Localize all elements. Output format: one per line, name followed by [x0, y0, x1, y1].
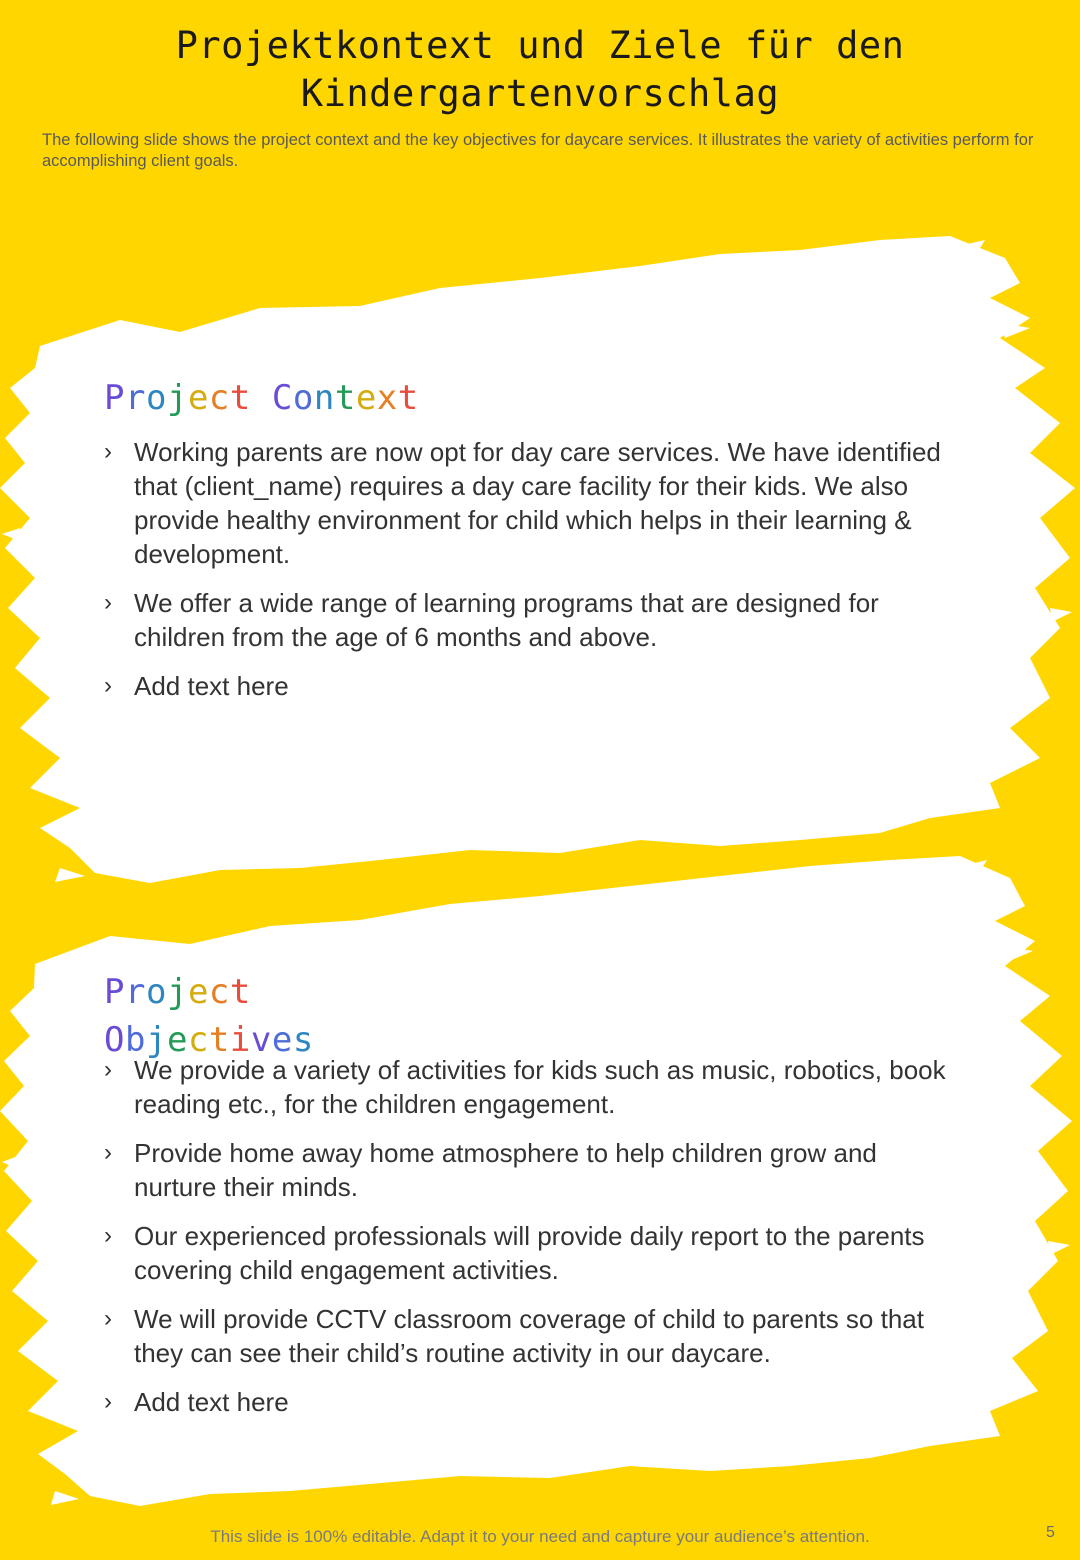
heading-letter: e [271, 1020, 293, 1060]
heading-letter: o [145, 378, 167, 418]
heading-letter: t [229, 972, 251, 1012]
heading-letter: o [145, 972, 167, 1012]
objectives-bullet-text: We provide a variety of activities for kids such as music, robotics, book reading etc., for the children engagement. [134, 1055, 946, 1119]
heading-letter: c [208, 378, 230, 418]
chevron-right-icon: › [104, 1305, 112, 1332]
list-item [104, 1302, 954, 1370]
heading-letter: i [229, 1020, 251, 1060]
heading-letter: e [187, 972, 209, 1012]
heading-letter: c [208, 972, 230, 1012]
objectives-bullet-text: We will provide CCTV classroom coverage of child to parents so that they can see their child’s routine activity in our daycare. [134, 1304, 924, 1368]
heading-letter: v [250, 1020, 272, 1060]
heading-letter: j [166, 378, 188, 418]
heading-letter: e [166, 1020, 188, 1060]
heading-letter: e [187, 378, 209, 418]
heading-letter [251, 378, 272, 418]
slide-title-line-2: Kindergartenvorschlag [300, 72, 780, 115]
heading-letter: t [334, 378, 356, 418]
heading-letter: e [355, 378, 377, 418]
list-item [104, 1136, 954, 1204]
heading-letter: n [313, 378, 335, 418]
slide-title [0, 22, 1080, 118]
footer-note: This slide is 100% editable. Adapt it to your need and capture your audience’s attention. [210, 1527, 870, 1546]
chevron-right-icon: › [104, 1388, 112, 1415]
heading-letter: t [229, 378, 251, 418]
heading-letter: C [271, 378, 293, 418]
heading-letter: c [187, 1020, 209, 1060]
heading-letter: s [292, 1020, 314, 1060]
heading-letter: j [166, 972, 188, 1012]
heading-letter: r [124, 972, 146, 1012]
slide-title-line-1: Projektkontext und Ziele für den [175, 24, 905, 67]
context-bullet-text: We offer a wide range of learning programs that are designed for children from the age of 6 months and above. [134, 588, 879, 652]
chevron-right-icon: › [104, 1222, 112, 1249]
context-bullet-text: Add text here [134, 671, 289, 701]
heading-letter: t [397, 378, 419, 418]
heading-letter: r [124, 378, 146, 418]
list-item [104, 586, 954, 654]
project-context-list [104, 435, 954, 718]
project-objectives-heading [104, 968, 334, 1064]
heading-letter: b [124, 1020, 146, 1060]
heading-letter: j [145, 1020, 167, 1060]
context-bullet-text: Working parents are now opt for day care services. We have identified that (client_name) requires a day care facility for their kids. We also provide healthy environment for child which helps in their learning & development. [134, 437, 941, 569]
chevron-right-icon: › [104, 1056, 112, 1083]
heading-letter: O [104, 1020, 125, 1060]
slide-subtitle: The following slide shows the project context and the key objectives for daycare services. It illustrates the variety of activities perform for accomplishing client goals. [42, 131, 1034, 170]
project-context-heading [104, 374, 704, 422]
objectives-bullet-text: Our experienced professionals will provide daily report to the parents covering child engagement activities. [134, 1221, 925, 1285]
heading-letter: P [104, 972, 125, 1012]
page-number: 5 [1046, 1524, 1055, 1541]
chevron-right-icon: › [104, 1139, 112, 1166]
objectives-bullet-text: Provide home away home atmosphere to help children grow and nurture their minds. [134, 1138, 877, 1202]
project-objectives-list [104, 1053, 954, 1434]
heading-letter: P [104, 378, 125, 418]
chevron-right-icon: › [104, 589, 112, 616]
heading-letter: o [292, 378, 314, 418]
heading-letter: x [376, 378, 398, 418]
list-item [104, 669, 954, 703]
list-item [104, 435, 954, 571]
chevron-right-icon: › [104, 672, 112, 699]
list-item [104, 1385, 954, 1419]
heading-letter: t [208, 1020, 230, 1060]
list-item [104, 1053, 954, 1121]
list-item [104, 1219, 954, 1287]
objectives-bullet-text: Add text here [134, 1387, 289, 1417]
chevron-right-icon: › [104, 438, 112, 465]
